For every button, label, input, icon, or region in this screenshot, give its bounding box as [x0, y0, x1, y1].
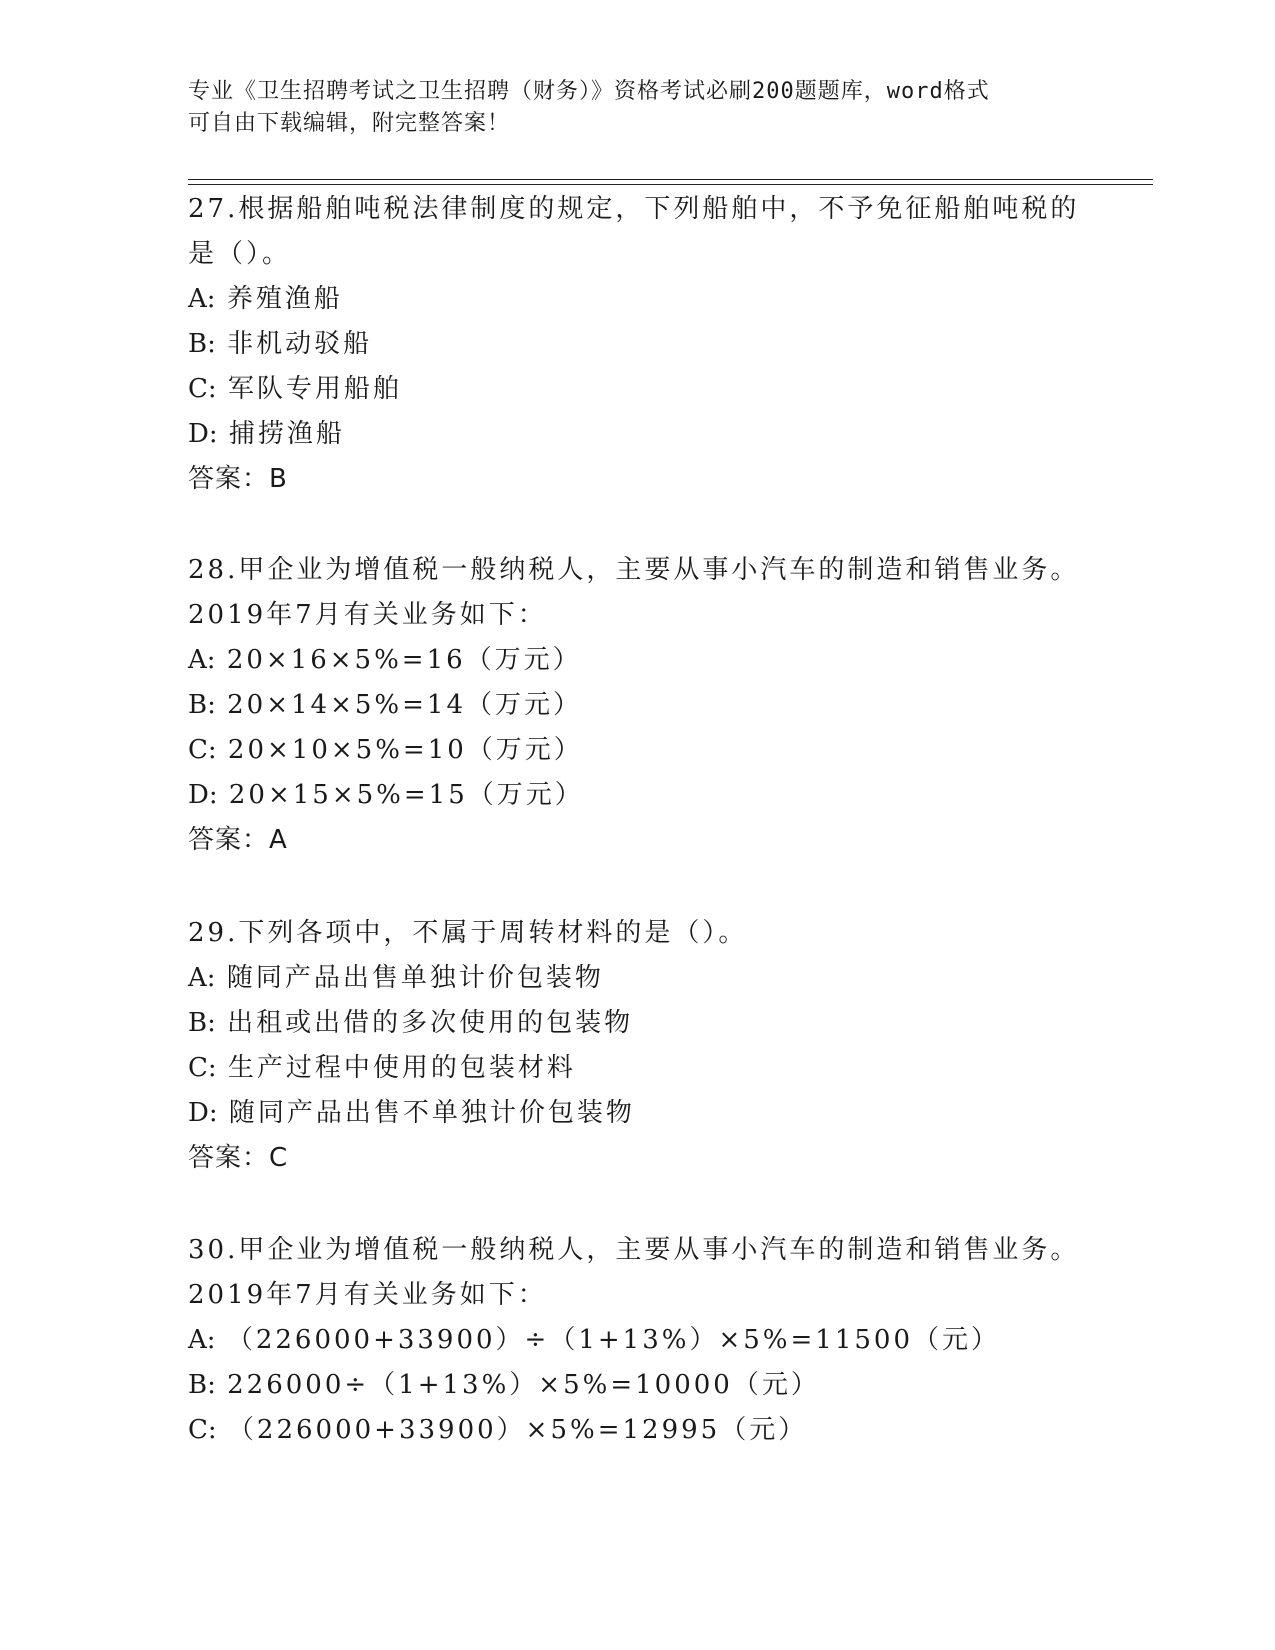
question-stem-line: 27.根据船舶吨税法律制度的规定，下列船舶中，不予免征船舶吨税的	[188, 194, 1080, 224]
option-text: 生产过程中使用的包装材料	[227, 1053, 576, 1083]
option-label: B:	[188, 690, 216, 720]
option-label: C:	[188, 735, 217, 765]
question-stem-line: 28.甲企业为增值税一般纳税人，主要从事小汽车的制造和销售业务。	[188, 555, 1080, 585]
option-b	[188, 1001, 1088, 1046]
option-label: B:	[188, 329, 216, 359]
option-label: B:	[188, 1370, 216, 1400]
question-28	[188, 548, 1088, 863]
question-stem-line: 是（）。	[188, 239, 292, 269]
option-text: 20×15×5%=15（万元）	[228, 780, 584, 810]
answer-line: 答案：B	[188, 464, 288, 494]
option-a	[188, 956, 1088, 1001]
question-stem-line: 2019年7月有关业务如下：	[188, 1280, 547, 1310]
option-label: A:	[188, 963, 216, 993]
option-c	[188, 1046, 1088, 1091]
question-stem-line: 29.下列各项中，不属于周转材料的是（）。	[188, 918, 748, 948]
option-text: （226000+33900）×5%=12995（元）	[227, 1415, 808, 1445]
document-header	[188, 76, 1068, 140]
option-label: A:	[188, 284, 216, 314]
option-b	[188, 683, 1088, 728]
option-c	[188, 728, 1088, 773]
option-text: 养殖渔船	[226, 284, 343, 314]
option-text: 20×10×5%=10（万元）	[227, 735, 583, 765]
option-text: 捕捞渔船	[228, 419, 345, 449]
question-29	[188, 911, 1088, 1181]
header-line-1: 专业《卫生招聘考试之卫生招聘（财务）》资格考试必刷200题题库，word格式	[188, 79, 990, 104]
answer-line: 答案：A	[188, 825, 288, 855]
option-c	[188, 1408, 1088, 1453]
option-b	[188, 322, 1088, 367]
option-label: C:	[188, 1053, 217, 1083]
option-label: C:	[188, 374, 217, 404]
answer-line: 答案：C	[188, 1143, 289, 1173]
option-text: 20×16×5%=16（万元）	[226, 645, 582, 675]
question-30	[188, 1228, 1088, 1453]
option-text: （226000+33900）÷（1+13%）×5%=11500（元）	[226, 1325, 1000, 1355]
question-stem-line: 2019年7月有关业务如下：	[188, 600, 547, 630]
option-d	[188, 412, 1088, 457]
option-label: A:	[188, 645, 216, 675]
option-text: 随同产品出售单独计价包装物	[226, 963, 604, 993]
header-line-2: 可自由下载编辑，附完整答案！	[188, 111, 511, 136]
option-text: 非机动驳船	[227, 329, 373, 359]
option-c	[188, 367, 1088, 412]
option-a	[188, 277, 1088, 322]
header-divider-bottom	[188, 184, 1153, 185]
option-a	[188, 638, 1088, 683]
option-label: D:	[188, 1098, 218, 1128]
option-text: 出租或出借的多次使用的包装物	[227, 1008, 634, 1038]
option-d	[188, 1091, 1088, 1136]
option-label: D:	[188, 419, 218, 449]
option-text: 20×14×5%=14（万元）	[227, 690, 582, 720]
option-text: 随同产品出售不单独计价包装物	[228, 1098, 635, 1128]
option-label: C:	[188, 1415, 217, 1445]
option-d	[188, 773, 1088, 818]
option-a	[188, 1318, 1088, 1363]
question-stem-line: 30.甲企业为增值税一般纳税人，主要从事小汽车的制造和销售业务。	[188, 1235, 1080, 1265]
option-text: 军队专用船舶	[227, 374, 402, 404]
question-27	[188, 187, 1088, 502]
header-divider-top	[188, 179, 1153, 180]
option-b	[188, 1363, 1088, 1408]
option-label: A:	[188, 1325, 216, 1355]
option-label: D:	[188, 780, 218, 810]
option-label: B:	[188, 1008, 216, 1038]
option-text: 226000÷（1+13%）×5%=10000（元）	[227, 1370, 820, 1400]
